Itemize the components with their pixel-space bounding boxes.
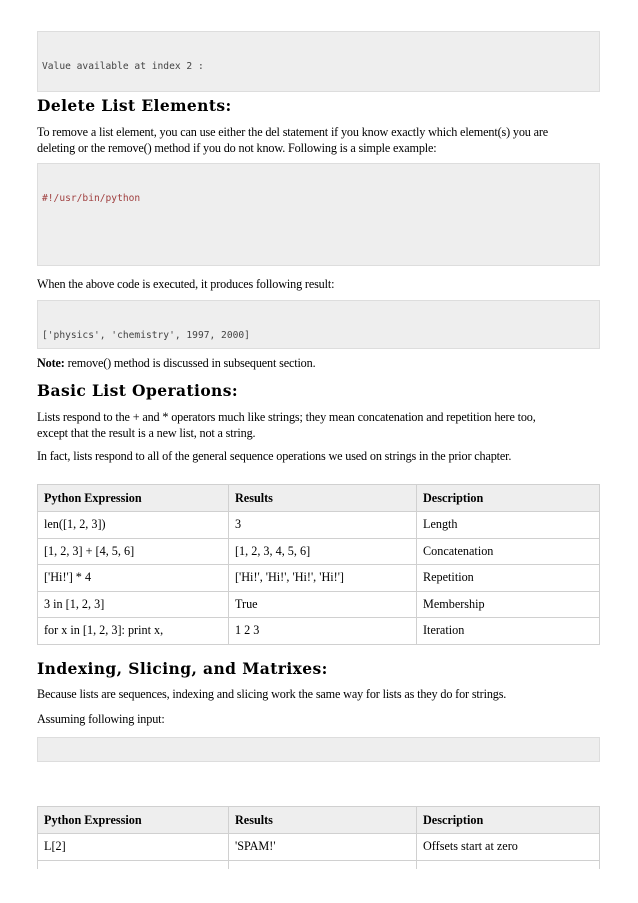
table-row-partial: [38, 860, 600, 869]
indexing-para2: Assuming following input:: [37, 712, 165, 726]
table-cell: Length: [417, 512, 600, 539]
basic-ops-para1-line2: except that the result is a new list, not a string.: [37, 426, 256, 440]
table-cell: L[2]: [38, 834, 229, 861]
table-cell: Offsets start at zero: [417, 834, 600, 861]
note-label: Note:: [37, 356, 65, 370]
table-cell: [417, 860, 600, 869]
executed-text: When the above code is executed, it produces following result:: [37, 277, 335, 291]
delete-heading: Delete List Elements:: [37, 96, 232, 115]
table-cell: ['Hi!'] * 4: [38, 565, 229, 592]
basic-ops-para1-line1: Lists respond to the + and * operators much like strings; they mean concatenation and repetition here too,: [37, 410, 536, 424]
table-cell: True: [229, 591, 417, 618]
basic-ops-table: [37, 484, 600, 645]
delete-paragraph-line1: To remove a list element, you can use either the del statement if you know exactly which element(s) you are: [37, 125, 549, 139]
table-row: [38, 565, 600, 592]
table-cell: 3 in [1, 2, 3]: [38, 591, 229, 618]
table-header-row: [38, 807, 600, 834]
table-cell: [1, 2, 3] + [4, 5, 6]: [38, 538, 229, 565]
table-header-row: [38, 485, 600, 512]
indexing-heading: Indexing, Slicing, and Matrixes:: [37, 659, 328, 678]
table-row: [38, 538, 600, 565]
table-cell: 1 2 3: [229, 618, 417, 645]
table-cell: [1, 2, 3, 4, 5, 6]: [229, 538, 417, 565]
table-row: [38, 834, 600, 861]
table-cell: [38, 860, 229, 869]
code-block-input: [37, 737, 600, 762]
table-cell: 'SPAM!': [229, 834, 417, 861]
table-row: [38, 512, 600, 539]
column-header: Python Expression: [38, 807, 229, 834]
output-block-1: [37, 31, 600, 92]
column-header: Python Expression: [38, 485, 229, 512]
delete-paragraph-line2: deleting or the remove() method if you do not know. Following is a simple example:: [37, 141, 437, 155]
column-header: Description: [417, 807, 600, 834]
output-line: Value available at index 2 :: [42, 61, 204, 73]
table-cell: ['Hi!', 'Hi!', 'Hi!', 'Hi!']: [229, 565, 417, 592]
indexing-para1: Because lists are sequences, indexing and slicing work the same way for lists as they do for strings.: [37, 687, 507, 701]
indexing-table: [37, 806, 600, 869]
note-text: remove() method is discussed in subsequent section.: [64, 356, 316, 370]
column-header: Description: [417, 485, 600, 512]
table-cell: for x in [1, 2, 3]: print x,: [38, 618, 229, 645]
table-row: [38, 618, 600, 645]
table-cell: Membership: [417, 591, 600, 618]
note-paragraph: [37, 355, 315, 371]
output-block-2: [37, 300, 600, 349]
table-cell: [229, 860, 417, 869]
table-cell: Iteration: [417, 618, 600, 645]
output-line: ['physics', 'chemistry', 1997, 2000]: [42, 330, 250, 342]
shebang-comment: #!/usr/bin/python: [42, 193, 141, 205]
basic-ops-para2: In fact, lists respond to all of the general sequence operations we used on strings in the prior chapter.: [37, 449, 512, 463]
code-block-delete-example: [37, 163, 600, 266]
table-cell: 3: [229, 512, 417, 539]
column-header: Results: [229, 485, 417, 512]
basic-ops-heading: Basic List Operations:: [37, 381, 238, 400]
table-row: [38, 591, 600, 618]
table-cell: Concatenation: [417, 538, 600, 565]
column-header: Results: [229, 807, 417, 834]
table-cell: Repetition: [417, 565, 600, 592]
table-cell: len([1, 2, 3]): [38, 512, 229, 539]
